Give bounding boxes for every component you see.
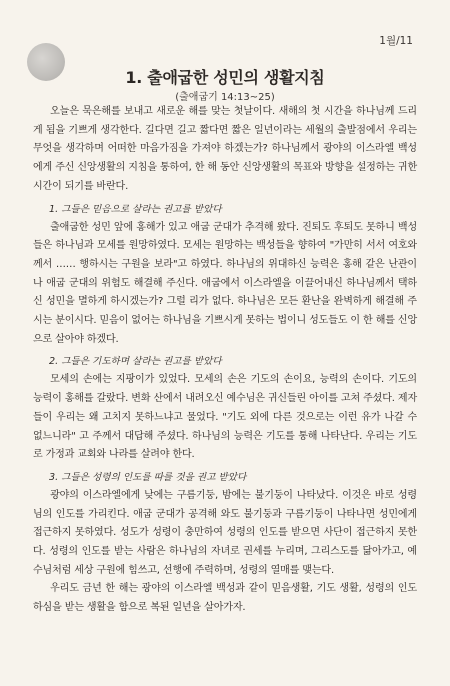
section-heading-3: 3. 그들은 성령의 인도를 따를 것을 권고 받았다 (49, 471, 247, 483)
section-body-2: 모세의 손에는 지팡이가 있었다. 모세의 손은 기도의 손이요, 능력의 손이다. 기도의 능력이 홍해를 갈랐다. 변화 산에서 내려오신 예수님은 귀신들린 아이를 고쳐 주셨다. 제자들이 우리는 왜 고치지 못하느냐고 물었다. "기도 외에 다른 것으로는 이런 유가 나갈 수 없느니라" 고 주께서 대답해 주셨다. 하나님의 능력은 기도를 통해 나타난다. 우리는 기도로 가정과 교회와 나라를 살려야 한다. (33, 374, 417, 461)
section-body-3: 광야의 이스라엘에게 낮에는 구름기둥, 밤에는 불기둥이 나타났다. 이것은 바로 성령님의 인도를 가리킨다. 애굽 군대가 공격해 와도 불기둥과 구름기둥이 나타나면 성민에게 접근하지 못하였다. 성도가 성령이 충만하여 성령의 인도를 받으면 사단이 접근하지 못한다. 성령의 인도를 받는 사람은 하나님의 자녀로 권세를 누리며, 그리스도를 닮아가고, 예수님처럼 세상 구원에 힘쓰고, 선행에 주력하며, 성령의 열매를 맺는다. (33, 489, 417, 576)
page-date-header: 1월/11 (379, 35, 413, 47)
sermon-body (33, 103, 417, 618)
closing-paragraph: 우리도 금년 한 해는 광야의 이스라엘 백성과 같이 믿음생활, 기도 생활, 성령의 인도하심을 받는 생활을 함으로 복된 일년을 살아가자. (33, 583, 417, 614)
section-body-1: 출애굽한 성민 앞에 홍해가 있고 애굽 군대가 추격해 왔다. 진퇴도 후퇴도 못하니 백성들은 하나님과 모세를 원망하였다. 모세는 원망하는 백성들을 향하여 "가만히 서서 여호와께서 …… 행하시는 구원을 보라"고 하였다. 하나님의 위대하신 능력은 홍해 같은 난관이나 애굽 군대의 위험도 해결해 주신다. 애굽에서 이스라엘을 이끌어내신 하나님께서 택하신 성민을 멸하게 하시겠는가? 그럴 리가 없다. 하나님은 모든 환난을 완벽하게 해결해 주시는 분이시다. 믿음이 없어는 하나님을 기쁘시게 못하는 법이니 성도들도 이 한 해를 신앙으로 살아야 하겠다. (33, 221, 417, 345)
section-heading-2: 2. 그들은 기도하며 살라는 권고를 받았다 (49, 356, 222, 368)
sermon-title: 1. 출애굽한 성민의 생활지침 (125, 68, 325, 87)
intro-paragraph: 오늘은 묵은해를 보내고 새로운 해를 맞는 첫날이다. 새해의 첫 시간을 하나님께 드리게 됨을 기쁘게 생각한다. 길다면 길고 짧다면 짧은 일년이라는 세월의 출발점에서 우리는 무엇을 생각하며 어떠한 마음가짐을 가져야 하겠는가? 하나님께서 광야의 이스라엘 백성에게 주신 신앙생활의 지침을 통하여, 한 해 동안 신앙생활의 목표와 방향을 설정하는 귀한 시간이 되기를 바란다. (33, 106, 417, 192)
scripture-reference: (출애굽기 14:13~25) (175, 92, 275, 103)
section-heading-1: 1. 그들은 믿음으로 살라는 권고를 받았다 (49, 203, 222, 215)
